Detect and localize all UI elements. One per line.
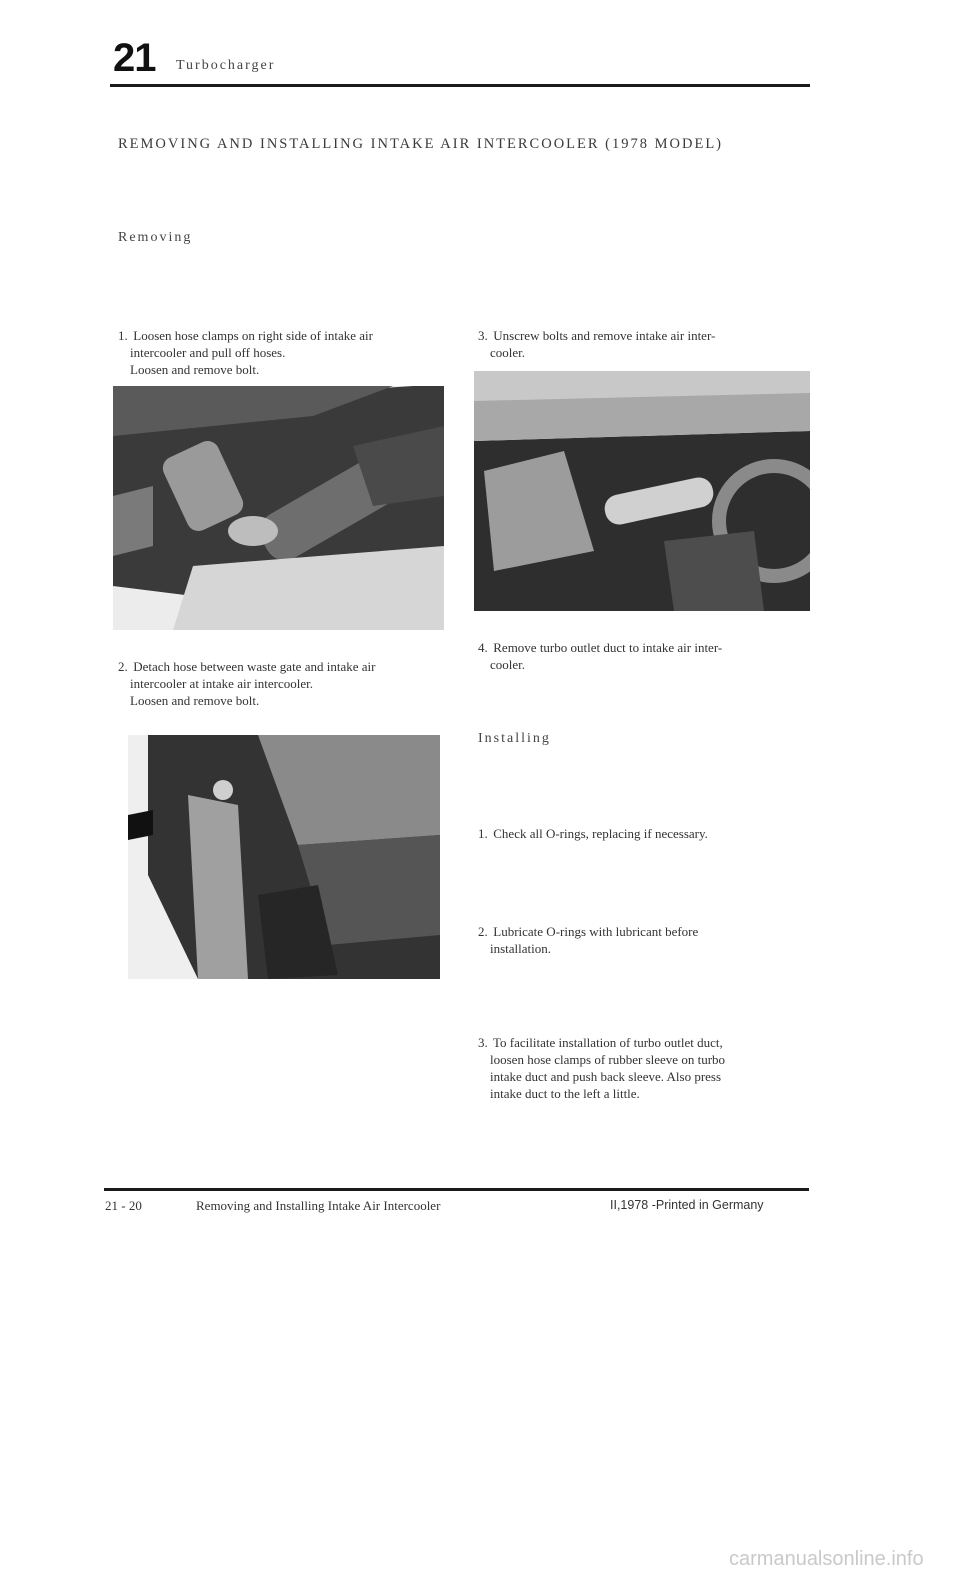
removing-step-2: [118, 658, 375, 709]
photo-hose-clamps: [113, 386, 444, 630]
step-line: loosen hose clamps of rubber sleeve on turbo: [490, 1052, 726, 1067]
step-number: 3.: [478, 328, 488, 343]
step-line: intercooler and pull off hoses.: [130, 345, 286, 360]
step-line: intake duct to the left a little.: [490, 1086, 640, 1101]
removing-step-1: [118, 327, 373, 378]
installing-heading: Installing: [478, 731, 551, 746]
step-line: Remove turbo outlet duct to intake air inter-: [493, 640, 723, 655]
header-rule: [110, 84, 810, 87]
step-line: cooler.: [490, 345, 526, 360]
step-line: Unscrew bolts and remove intake air inter-: [493, 328, 716, 343]
footer-print-info: II,1978 -Printed in Germany: [610, 1198, 764, 1212]
page-title: REMOVING AND INSTALLING INTAKE AIR INTERCOOLER (1978 MODEL): [118, 136, 724, 152]
step-line: Check all O-rings, replacing if necessary.: [493, 826, 708, 841]
step-line: To facilitate installation of turbo outlet duct,: [493, 1035, 723, 1050]
photo-waste-gate-hose: [128, 735, 440, 979]
footer-section-title: Removing and Installing Intake Air Intercooler: [196, 1198, 441, 1213]
installing-step-2: [478, 923, 698, 957]
chapter-number: 21: [113, 36, 156, 80]
installing-step-1: [478, 825, 708, 842]
removing-heading: Removing: [118, 230, 193, 245]
photo-intercooler-bolts: [474, 371, 810, 611]
step-line: cooler.: [490, 657, 526, 672]
step-number: 2.: [118, 659, 128, 674]
chapter-title: Turbocharger: [176, 58, 276, 73]
step-line: intake duct and push back sleeve. Also press: [490, 1069, 722, 1084]
installing-step-3: [478, 1034, 725, 1102]
step-number: 1.: [118, 328, 128, 343]
step-line: Loosen and remove bolt.: [130, 362, 260, 377]
step-number: 2.: [478, 924, 488, 939]
step-line: Loosen and remove bolt.: [130, 693, 260, 708]
step-line: intercooler at intake air intercooler.: [130, 676, 313, 691]
page-number: 21 - 20: [105, 1198, 142, 1213]
footer-rule: [104, 1188, 809, 1191]
step-line: installation.: [490, 941, 552, 956]
step-number: 1.: [478, 826, 488, 841]
step-number: 3.: [478, 1035, 488, 1050]
removing-step-3: [478, 327, 715, 361]
watermark: carmanualsonline.info: [729, 1548, 924, 1570]
step-line: Detach hose between waste gate and intake air: [133, 659, 376, 674]
step-line: Lubricate O-rings with lubricant before: [493, 924, 699, 939]
step-line: Loosen hose clamps on right side of intake air: [133, 328, 373, 343]
removing-step-4: [478, 639, 722, 673]
step-number: 4.: [478, 640, 488, 655]
